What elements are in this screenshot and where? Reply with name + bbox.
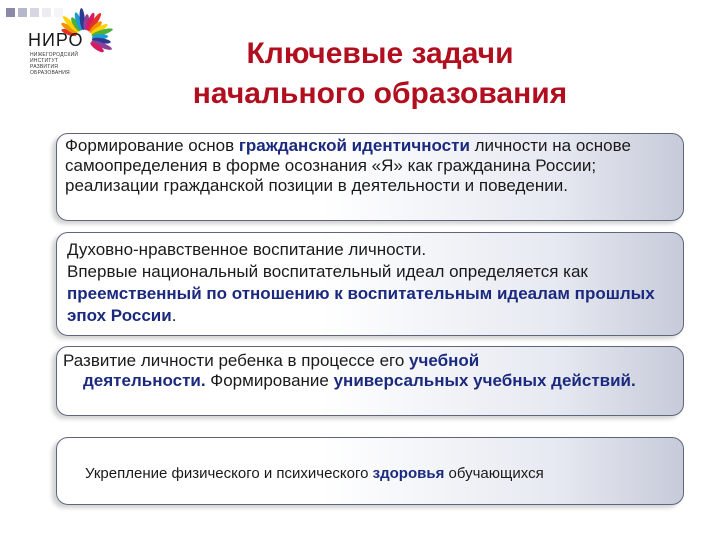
indented-line (63, 371, 673, 391)
slide-title-line-2: начального образования (192, 77, 568, 110)
highlight-text: к воспитательным идеалам прошлых эпох России (67, 284, 655, 325)
logo-subtitle-line: РАЗВИТИЯ (30, 64, 59, 70)
highlight-text: учебной (409, 351, 480, 370)
niro-logo (14, 8, 126, 80)
highlight-text: по отношению (201, 284, 335, 303)
text-run: Формирование основ (65, 136, 239, 155)
logo-subtitle (30, 52, 78, 76)
highlight-text: здоровья (372, 465, 445, 482)
slide-title-line-1: Ключевые задачи (246, 37, 514, 70)
text-run: Развитие личности ребенка в процессе его (63, 351, 410, 370)
task-box-learning-activity (56, 346, 684, 416)
text-run: Впервые национальный воспитательный идеал определяется как (67, 262, 588, 281)
highlight-text: деятельности. (83, 371, 206, 390)
text-run: личности на основе самоопределения в форме осознания «Я» как гражданина России; реализации гражданской позиции в деятельности и поведении. (65, 136, 631, 195)
logo-subtitle-line: НИЖЕГОРОДСКИЙ (30, 52, 79, 58)
logo-subtitle-line: ИНСТИТУТ (30, 58, 59, 64)
text-run: . (171, 306, 177, 325)
text-run: обучающихся (444, 465, 544, 482)
text-run: Духовно-нравственное воспитание личности. (67, 240, 427, 259)
highlight-text: гражданской идентичности (238, 136, 470, 155)
logo-wordmark: НИРО (28, 30, 84, 50)
task-text (65, 136, 675, 196)
task-box-moral-education (56, 232, 684, 336)
text-run: Укрепление физического и психического (85, 465, 373, 482)
task-box-civic-identity (56, 133, 684, 221)
highlight-text: преемственный (67, 284, 202, 303)
logo-subtitle-line: ОБРАЗОВАНИЯ (30, 70, 70, 76)
task-box-health (56, 437, 684, 505)
text-run: Формирование (205, 371, 334, 390)
highlight-text: универсальных учебных действий. (333, 371, 636, 390)
task-text (63, 351, 673, 391)
task-text (85, 464, 675, 484)
slide-title (140, 34, 620, 114)
task-text (67, 239, 677, 327)
